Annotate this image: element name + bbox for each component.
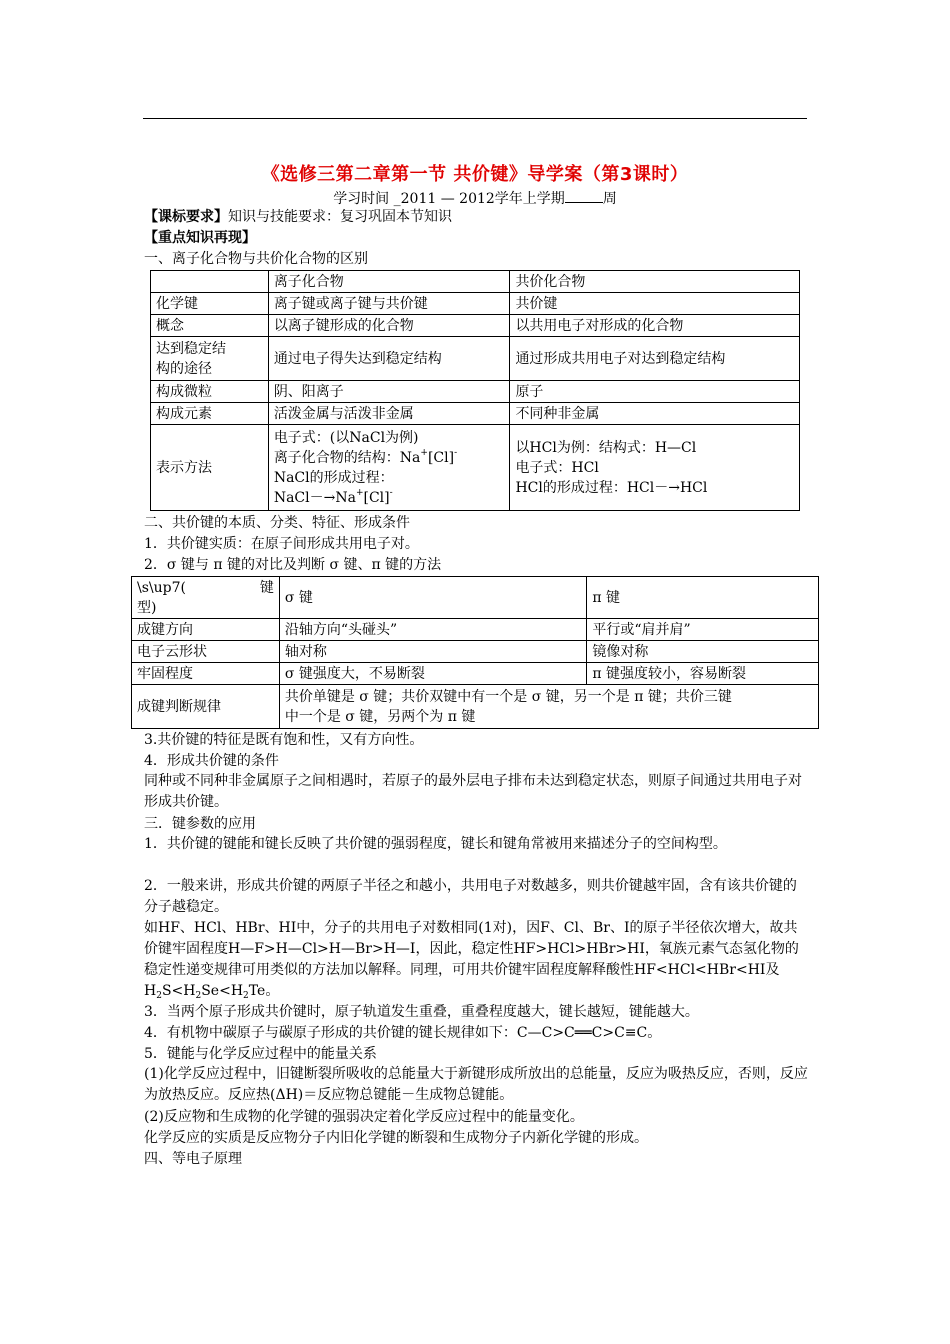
covalent-representation: [510, 425, 800, 511]
requirement-label: 【课标要求】: [144, 209, 228, 225]
row-header: 牢固程度: [132, 663, 280, 685]
focus-label: 【重点知识再现】: [144, 230, 256, 246]
row-header: [151, 337, 269, 381]
table-row-representation: [151, 425, 800, 511]
section2-p2: 2．σ 键与 π 键的对比及判断 σ 键、π 键的方法: [144, 557, 442, 573]
table-header-row: [132, 577, 819, 619]
study-time-prefix: 学习时间 _2011 — 2012学年上学期: [333, 191, 565, 207]
row-header: 概念: [151, 315, 269, 337]
table-corner: [151, 271, 269, 293]
row-header: 化学键: [151, 293, 269, 315]
rep-line: HCl的形成过程：HCl－→HCl: [515, 479, 708, 496]
table-row: [132, 619, 819, 641]
section3-p1: 1．共价键的键能和键长反映了共价键的强弱程度，键长和键角常被用来描述分子的空间构型。: [144, 836, 727, 852]
table-row: [132, 663, 819, 685]
row-header: 表示方法: [151, 425, 269, 511]
table-row: [151, 381, 800, 403]
requirement-text: 知识与技能要求：复习巩固本节知识: [228, 209, 452, 225]
section3-p7: (1)化学反应过程中，旧键断裂所吸收的总能量大于新键形成所放出的总能量，反应为吸热反应，否则，反应为放热反应。反应热(ΔH)＝反应物总键能－生成物总键能。: [144, 1066, 808, 1103]
rule-cell: [279, 685, 818, 729]
sigma-cell: 沿轴方向“头碰头”: [279, 619, 587, 641]
rep-line: 离子化合物的结构：Na+[Cl]-: [273, 447, 458, 466]
pi-cell: π 键强度较小，容易断裂: [587, 663, 819, 685]
requirement-line: [144, 207, 452, 227]
header-sigma: σ 键: [279, 577, 587, 619]
table-row: [151, 337, 800, 381]
table-row: [132, 641, 819, 663]
table-corner: [132, 577, 280, 619]
section2-p4: 4．形成共价键的条件: [144, 753, 279, 769]
study-time-suffix: 周: [602, 191, 617, 207]
header-pi: π 键: [587, 577, 819, 619]
covalent-cell: 原子: [510, 381, 800, 403]
rep-line: 电子式：HCl: [515, 459, 599, 476]
rep-line: NaCl的形成过程：: [273, 469, 394, 486]
row-header: 构成元素: [151, 403, 269, 425]
section4-heading: 四、等电子原理: [144, 1151, 242, 1167]
row-header: 成键判断规律: [132, 685, 280, 729]
pi-cell: 镜像对称: [587, 641, 819, 663]
sigma-cell: 轴对称: [279, 641, 587, 663]
row-header: 构成微粒: [151, 381, 269, 403]
ionic-cell: 通过电子得失达到稳定结构: [268, 337, 510, 381]
header-ionic: 离子化合物: [268, 271, 510, 293]
pi-cell: 平行或“肩并肩”: [587, 619, 819, 641]
sigma-pi-table: [131, 576, 819, 729]
rule-line: 共价单键是 σ 键；共价双键中有一个是 σ 键，另一个是 π 键；共价三键: [284, 688, 732, 705]
section3-p5: 4．有机物中碳原子与碳原子形成的共价键的键长规律如下：C—C>C══C>C≡C。: [144, 1025, 662, 1041]
section3-p8: (2)反应物和生成物的化学键的强弱决定着化学反应过程中的能量变化。: [144, 1109, 584, 1125]
covalent-cell: 以共用电子对形成的化合物: [510, 315, 800, 337]
section3-p6: 5．键能与化学反应过程中的能量关系: [144, 1046, 377, 1062]
section2-p5: 同种或不同种非金属原子之间相遇时，若原子的最外层电子排布未达到稳定状态，则原子间通过共用电子对形成共价键。: [144, 773, 802, 810]
section3-p2: 2．一般来讲，形成共价键的两原子半径之和越小，共用电子对数越多，则共价键越牢固，含有该共价键的分子越稳定。: [144, 878, 797, 915]
ionic-cell: 以离子键形成的化合物: [268, 315, 510, 337]
row-header-line: 达到稳定结: [156, 340, 226, 357]
study-time-line: [0, 188, 950, 208]
section3-heading: 三．键参数的应用: [144, 816, 256, 832]
table-row: [151, 293, 800, 315]
table-row: [151, 403, 800, 425]
row-header: 电子云形状: [132, 641, 280, 663]
corner-line: 型): [137, 599, 157, 616]
ionic-covalent-table: [150, 270, 800, 511]
section2-p3: 3.共价键的特征是既有饱和性，又有方向性。: [144, 732, 424, 748]
section3-p3: 如HF、HCl、HBr、HI中，分子的共用电子对数相同(1对)，因F、Cl、Br、I的原子半径依次增大，故共价键牢固程度H—F>H—Cl>H—Br>H—I，因此，稳定性HF>HCl>HBr>HI，氧族元素气态氢化物的稳定性递变规律可用类似的方法加以解释。同理，可用共价键牢固程度解释酸性HF<HCl<HBr<HI及$H_2S<H_2Se<H_2Te$。: [144, 920, 799, 1001]
ionic-cell: 阴、阳离子: [268, 381, 510, 403]
covalent-cell: 不同种非金属: [510, 403, 800, 425]
covalent-cell: 通过形成共用电子对达到稳定结构: [510, 337, 800, 381]
section3-p9: 化学反应的实质是反应物分子内旧化学键的断裂和生成物分子内新化学键的形成。: [144, 1130, 648, 1146]
section2-heading: 二、共价键的本质、分类、特征、形成条件: [144, 515, 410, 531]
rule-line: 中一个是 σ 键，另两个为 π 键: [284, 708, 476, 725]
ionic-cell: 离子键或离子键与共价键: [268, 293, 510, 315]
week-blank: [565, 190, 603, 203]
rep-line: 以HCl为例：结构式：H—Cl: [515, 439, 697, 456]
covalent-cell: 共价键: [510, 293, 800, 315]
corner-line: \s\up7( 键: [137, 579, 274, 596]
ionic-representation: [268, 425, 510, 511]
top-rule: [143, 118, 807, 119]
rep-line: NaCl－→Na+[Cl]-: [273, 487, 393, 506]
sigma-cell: σ 键强度大，不易断裂: [279, 663, 587, 685]
section3-p4: 3．当两个原子形成共价键时，原子轨道发生重叠，重叠程度越大，键长越短，键能越大。: [144, 1004, 699, 1020]
table-row: [151, 315, 800, 337]
page-title: 《选修三第二章第一节 共价键》导学案（第3课时）: [261, 164, 689, 185]
section1-heading: 一、离子化合物与共价化合物的区别: [144, 251, 368, 267]
section2-p1: 1．共价键实质：在原子间形成共用电子对。: [144, 536, 419, 552]
table-header-row: [151, 271, 800, 293]
rep-line: 电子式：(以NaCl为例): [273, 429, 419, 446]
row-header-line: 构的途径: [156, 360, 212, 377]
header-covalent: 共价化合物: [510, 271, 800, 293]
table-row: [132, 685, 819, 729]
row-header: 成键方向: [132, 619, 280, 641]
ionic-cell: 活泼金属与活泼非金属: [268, 403, 510, 425]
